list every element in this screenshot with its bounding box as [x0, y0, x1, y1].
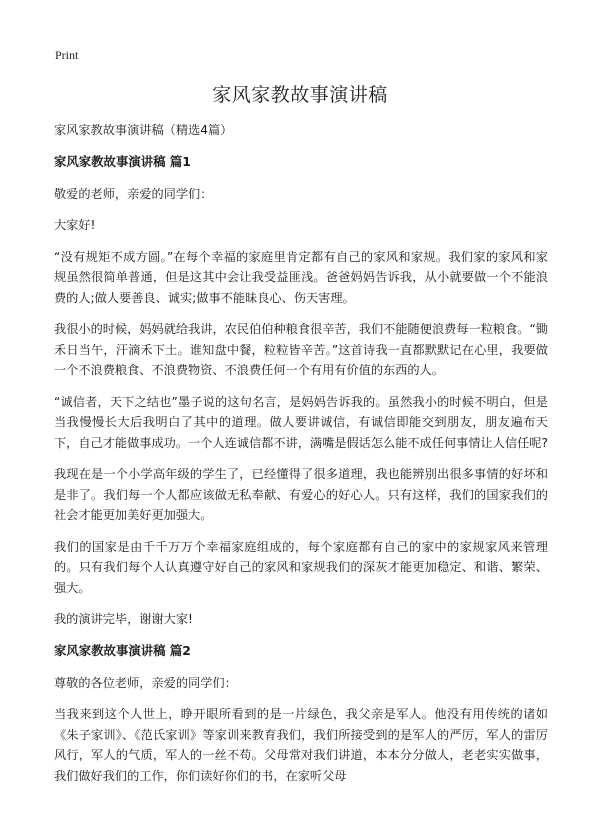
- document-subtitle: 家风家教故事演讲稿（精选4篇）: [54, 123, 233, 137]
- paragraph-body: 我很小的时候，妈妈就给我讲，农民伯伯种粮食很辛苦，我们不能随便浪费每一粒粮食。“锄禾日当午，汗滴禾下土。谁知盘中餐，粒粒皆辛苦。”这首诗我一直都默默记在心里，我要做一个不浪费粮食、不浪费物资、不浪费任何一个有用有价值的东西的人。: [54, 322, 548, 377]
- paragraph-hello: 大家好!: [54, 218, 96, 232]
- paragraph-closing: 我的演讲完毕，谢谢大家!: [54, 612, 193, 626]
- paragraph-body: “没有规矩不成方圆。”在每个幸福的家庭里肯定都有自己的家风和家规。我们家的家风和家规虽然很简单普通，但是这其中会让我受益匪浅。爸爸妈妈告诉我，从小就要做一个不能浪费的人;做人要善良、诚实;做事不能昧良心、伤天害理。: [54, 249, 548, 305]
- document-body: [54, 120, 548, 797]
- document-title: 家风家教故事演讲稿: [212, 84, 388, 106]
- section-heading-1: 家风家教故事演讲稿 篇1: [54, 153, 191, 169]
- paragraph-greeting: 尊敬的各位老师，亲爱的同学们：: [54, 675, 237, 690]
- paragraph-greeting: 敬爱的老师，亲爱的同学们：: [54, 186, 213, 201]
- paragraph-body: “诚信者，天下之结也”墨子说的这句名言，是妈妈告诉我的。虽然我小的时候不明白，但是当我慢慢长大后我明白了其中的道理。做人要讲诚信，有诚信即能交到朋友，朋友遍布天下，自己才能做事成功。一个人连诚信都不讲，满嘴是假话怎么能不成任何事情让人信任呢?: [54, 394, 548, 450]
- section-heading-2: 家风家教故事演讲稿 篇2: [54, 642, 191, 658]
- paragraph-body: 我现在是一个小学高年级的学生了，已经懂得了很多道理，我也能辨别出很多事情的好坏和是非了。我们每一个人都应该做无私奉献、有爱心的好心人。只有这样，我们的国家我们的社会才能更加美好更加强大。: [54, 467, 548, 522]
- print-link[interactable]: Print: [55, 48, 79, 62]
- paragraph-body: 当我来到这个人世上，睁开眼所看到的是一片绿色，我父亲是军人。他没有用传统的诸如《朱子家训》、《范氏家训》等家训来教育我们，我们所接受到的是军人的严厉，军人的雷厉风行，军人的气质，军人的一丝不苟。父母常对我们讲道，本本分分做人，老老实实做事，我们做好我们的工作，你们读好你们的书，在家听父母: [54, 707, 548, 783]
- paragraph-body: 我们的国家是由千千万万个幸福家庭组成的，每个家庭都有自己的家中的家规家风来管理的。只有我们每个人认真遵守好自己的家风和家规我们的深灰才能更加稳定、和谐、繁荣、强大。: [54, 539, 548, 595]
